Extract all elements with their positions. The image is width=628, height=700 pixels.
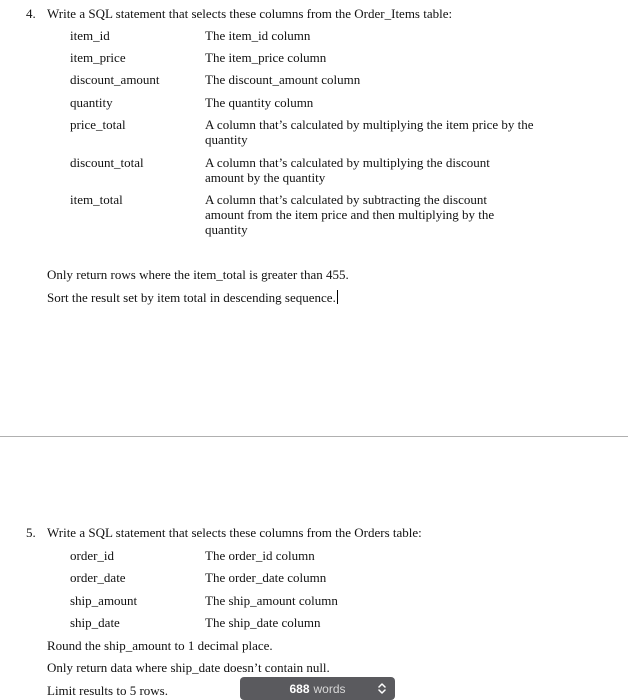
question-5-prompt: Write a SQL statement that selects these columns from the Orders table: (47, 525, 422, 540)
q4-column-name: discount_total (70, 155, 144, 170)
q5-column-name: ship_amount (70, 593, 138, 608)
q4-column-desc: A column that’s calculated by multiplying the discount amount by the quantity (205, 155, 490, 185)
q5-column-name: order_id (70, 548, 115, 563)
q4-column-name: item_id (70, 28, 110, 43)
q5-column-name: order_date (70, 570, 126, 585)
q4-filter-instruction: Only return rows where the item_total is greater than 455. (47, 267, 349, 282)
q4-column-name: discount_amount (70, 72, 160, 87)
q4-column-name: quantity (70, 95, 113, 110)
question-4-prompt: Write a SQL statement that selects these columns from the Order_Items table: (47, 6, 453, 21)
q5-round-instruction: Round the ship_amount to 1 decimal place. (47, 638, 273, 653)
q5-limit-instruction: Limit results to 5 rows. (47, 683, 168, 698)
q4-sort-text: Sort the result set by item total in descending sequence. (47, 290, 336, 305)
q4-column-name: item_total (70, 192, 123, 207)
q4-column-desc: The discount_amount column (205, 72, 361, 87)
q5-column-desc: The order_id column (205, 548, 315, 563)
question-4-number: 4. (26, 6, 36, 21)
q4-column-desc: The quantity column (205, 95, 314, 110)
word-count-unit: words (313, 681, 346, 696)
q5-column-desc: The ship_date column (205, 615, 321, 630)
q4-column-desc: The item_price column (205, 50, 327, 65)
q5-column-desc: The order_date column (205, 570, 327, 585)
up-down-chevron-icon (377, 681, 387, 696)
q5-null-instruction: Only return data where ship_date doesn’t contain null. (47, 660, 330, 675)
word-count-value: 688 (289, 681, 310, 696)
q4-column-name: price_total (70, 117, 126, 132)
q5-column-name: ship_date (70, 615, 120, 630)
text-cursor (337, 290, 338, 304)
q4-sort-instruction[interactable] (47, 290, 338, 306)
q4-column-desc: A column that’s calculated by multiplying the item price by the quantity (205, 117, 534, 147)
question-5-number: 5. (26, 525, 36, 540)
section-divider (0, 436, 628, 437)
q4-column-desc: The item_id column (205, 28, 311, 43)
word-count-button[interactable] (240, 677, 395, 700)
q4-column-name: item_price (70, 50, 126, 65)
q4-column-desc: A column that’s calculated by subtracting the discount amount from the item price and then multiplying by the quantity (205, 192, 495, 237)
q5-column-desc: The ship_amount column (205, 593, 338, 608)
